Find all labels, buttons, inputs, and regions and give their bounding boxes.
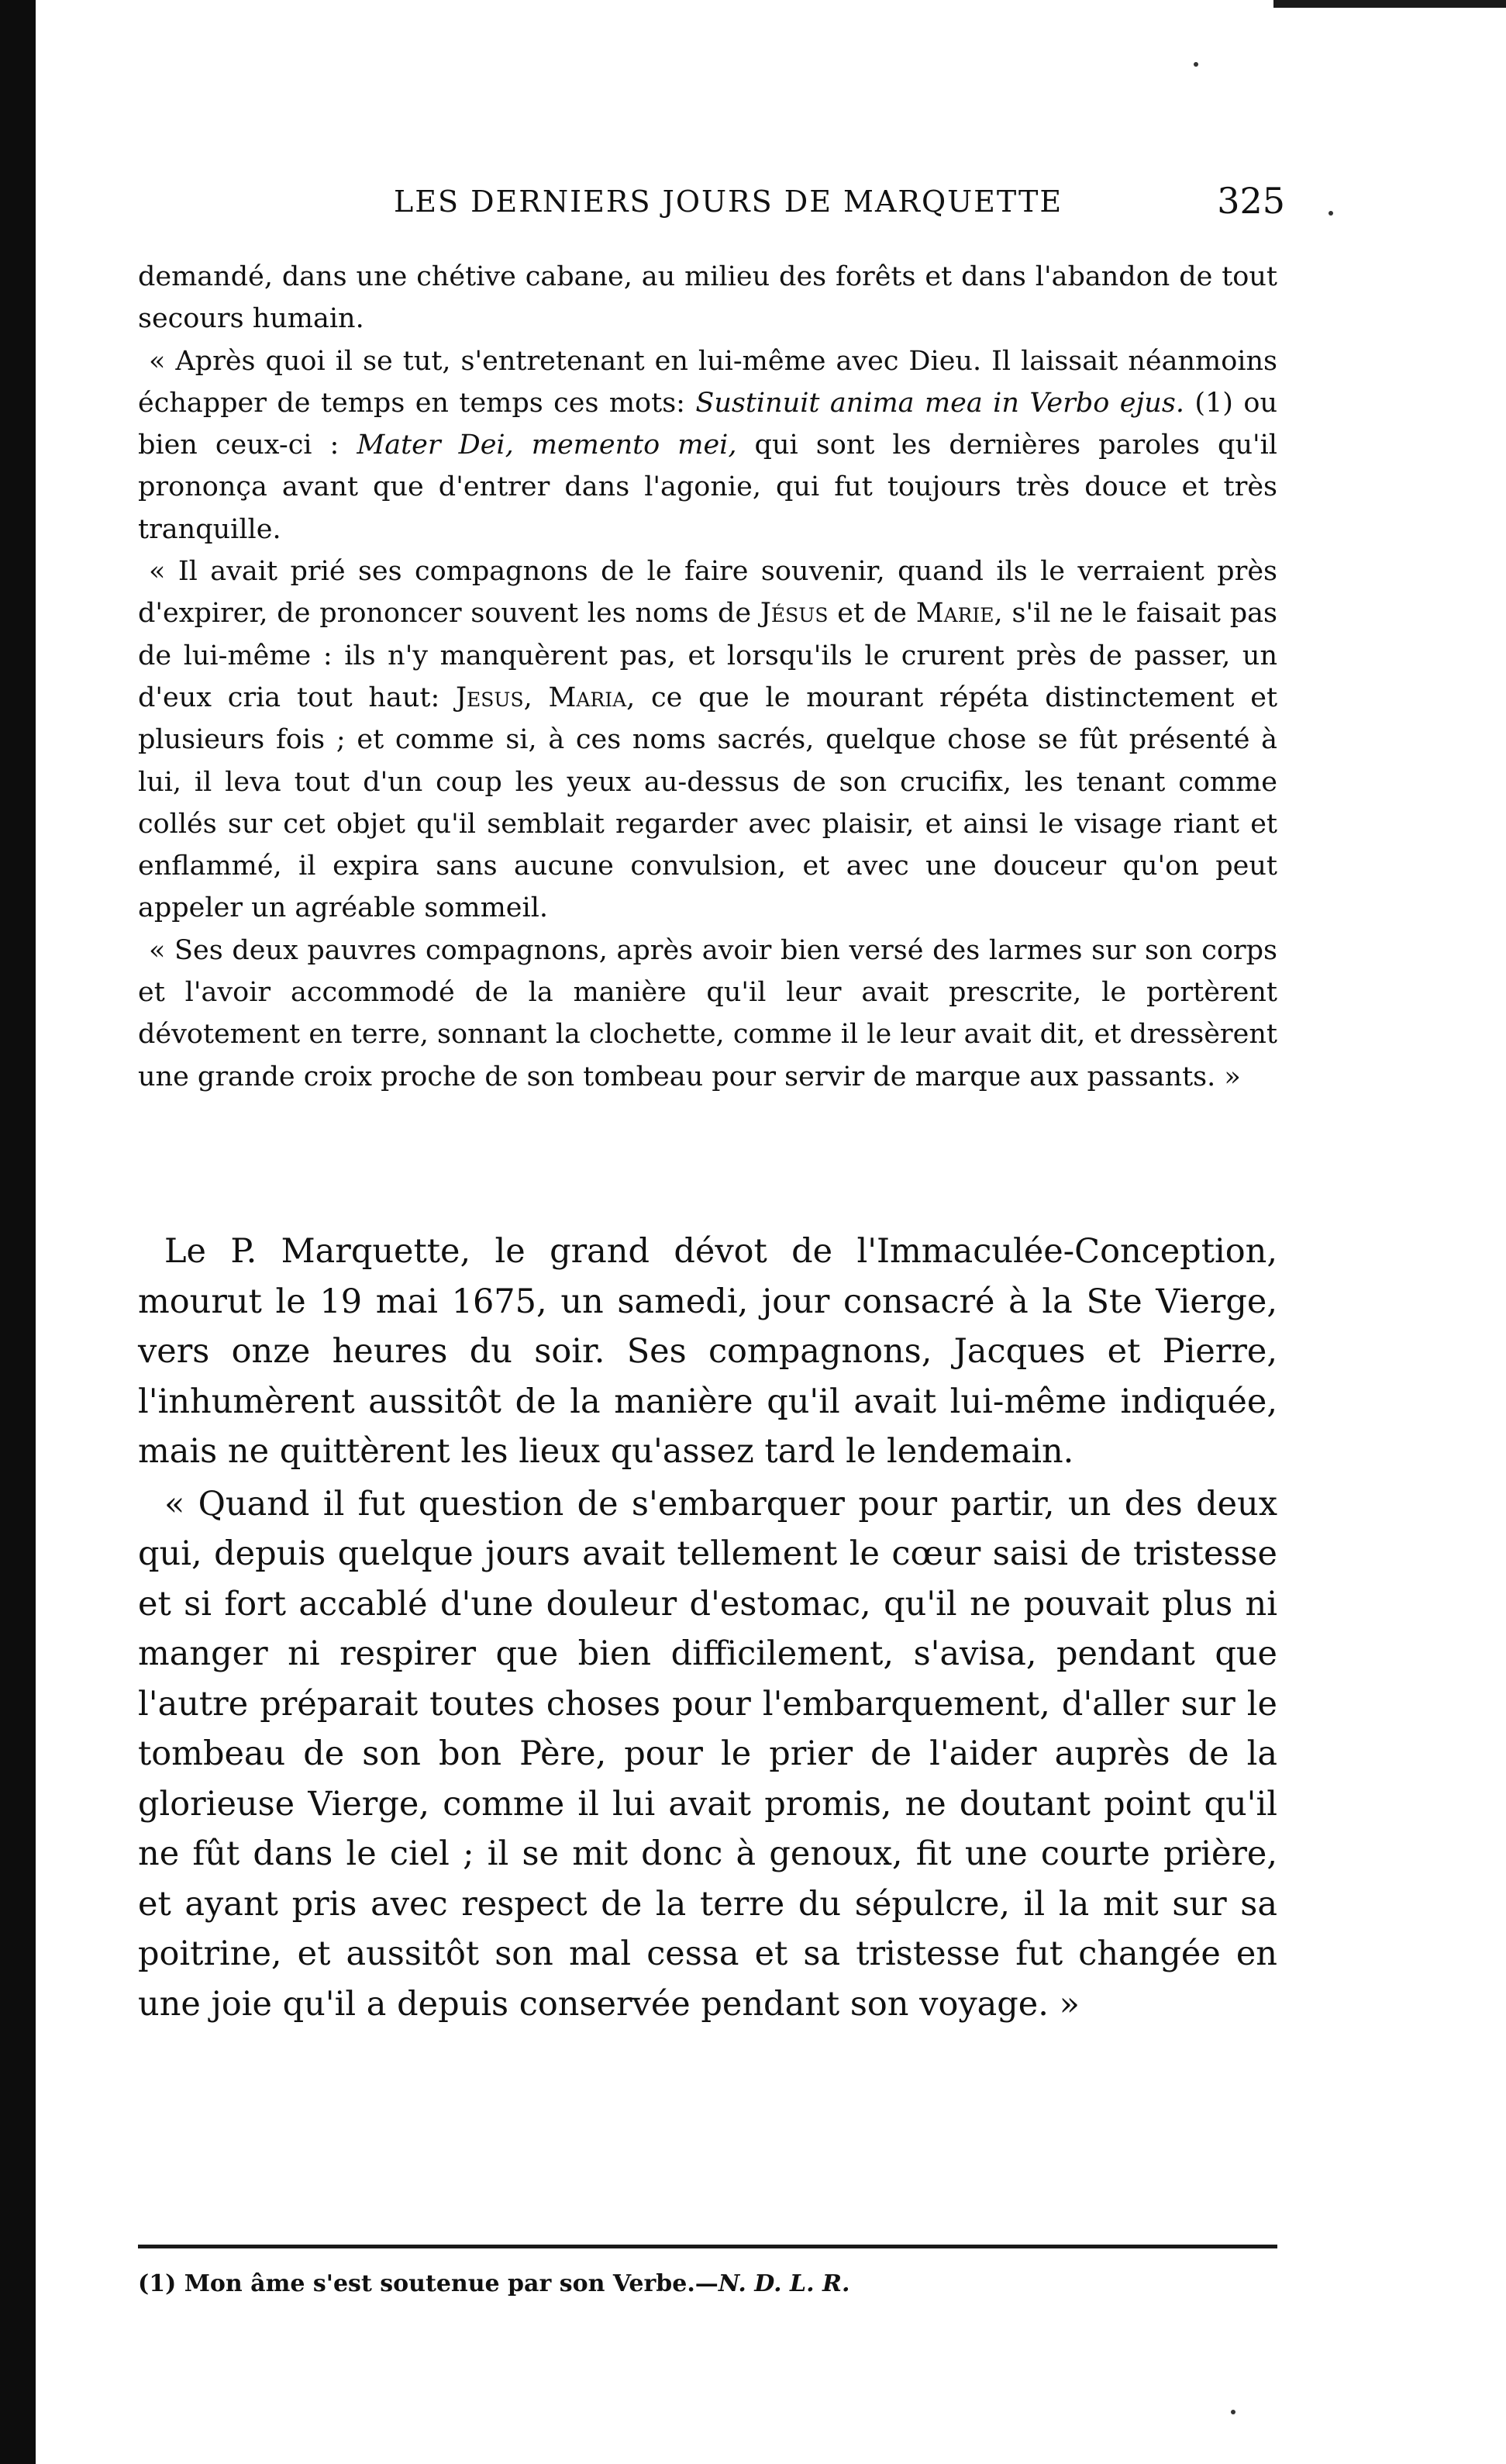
editor-signature: N. D. L. R. (718, 2270, 850, 2297)
scan-binding-edge (0, 0, 36, 2464)
latin-phrase: Mater Dei, memento mei, (357, 430, 737, 461)
scan-speck (1194, 62, 1198, 67)
scan-speck (1231, 2410, 1235, 2414)
quote-paragraph-4: « Ses deux pauvres compagnons, après avoir bien versé des larmes sur son corps et l'avoir accommodé de la manière qu'il leur avait prescrite, le portèrent dévotement en terre, sonnant la clochette, comme il le leur avait dit, et dressèrent une grande croix proche de son tombeau pour servir de marque aux passants. » (138, 934, 1277, 1092)
holy-name: Jésus (760, 598, 829, 630)
main-paragraph-1: Le P. Marquette, le grand dévot de l'Immaculée-Conception, mourut le 19 mai 1675, un samedi, jour consacré à la Ste Vierge, vers onze heures du soir. Ses compagnons, Jacques et Pierre, l'inhumèrent aussitôt de la manière qu'il avait lui-même indiquée, mais ne quittèrent les lieux qu'assez tard le lendemain. (138, 1232, 1277, 1471)
holy-name: Jesus, Maria (456, 682, 627, 713)
running-title: LES DERNIERS JOURS DE MARQUETTE (394, 185, 1063, 219)
scan-top-edge (1273, 0, 1506, 8)
quote-text: « Après quoi il se tut, s'entretenant en lui-même avec Dieu. Il laissait néanmoins échapper de temps en temps ces mots: (138, 345, 1277, 419)
scan-speck (1329, 211, 1333, 216)
footnote-marker: (1) (138, 2270, 177, 2297)
quoted-account (138, 256, 1277, 1098)
running-header (394, 180, 1285, 226)
quote-text: (1) ou bien ceux-ci : (138, 387, 1278, 461)
latin-phrase: Sustinuit anima mea in Verbo ejus. (695, 387, 1184, 419)
footnote (138, 2270, 1277, 2297)
main-text (138, 1227, 1277, 2029)
footnote-divider (138, 2245, 1277, 2248)
quote-text: , s'il ne le faisait pas de lui-même : ils n'y manquèrent pas, et lorsqu'ils le crurent près de passer, un d'eux cria tout haut: (138, 598, 1277, 713)
holy-name: Marie (915, 598, 994, 630)
quote-paragraph-1: demandé, dans une chétive cabane, au milieu des forêts et dans l'abandon de tout secours humain. (138, 261, 1277, 335)
footnote-text: Mon âme s'est soutenue par son Verbe.— (176, 2270, 719, 2297)
quote-paragraph-2 (138, 340, 1277, 550)
quote-text: qui sont les dernières paroles qu'il prononça avant que d'entrer dans l'agonie, qui fut toujours très douce et très tranquille. (138, 430, 1278, 545)
page-number: 325 (1217, 180, 1285, 222)
quote-text: , ce que le mourant répéta distinctement et plusieurs fois ; et comme si, à ces noms sacrés, quelque chose se fût présenté à lui, il leva tout d'un coup les yeux au-dessus de son crucifix, les tenant comme collés sur cet objet qu'il semblait regarder avec plaisir, et ainsi le visage riant et enflammé, il expira sans aucune convulsion, et avec une douceur qu'on peut appeler un agréable sommeil. (138, 682, 1278, 924)
quote-text: et de (828, 598, 916, 630)
quote-paragraph-3 (138, 550, 1277, 930)
main-paragraph-2: « Quand il fut question de s'embarquer pour partir, un des deux qui, depuis quelque jours avait tellement le cœur saisi de tristesse et si fort accablé d'une douleur d'estomac, qu'il ne pouvait plus ni manger ni respirer que bien difficilement, s'avisa, pendant que l'autre préparait toutes choses pour l'embarquement, d'aller sur le tombeau de son bon Père, pour le prier de l'aider auprès de la glorieuse Vierge, comme il lui avait promis, ne doutant point qu'il ne fût dans le ciel ; il se mit donc à genoux, fit une courte prière, et ayant pris avec respect de la terre du sépulcre, il la mit sur sa poitrine, et aussitôt son mal cessa et sa tristesse fut changée en une joie qu'il a depuis conservée pendant son voyage. » (138, 1484, 1277, 2024)
quote-text: « Il avait prié ses compagnons de le faire souvenir, quand ils le verraient près d'expirer, de prononcer souvent les noms de (138, 556, 1277, 630)
